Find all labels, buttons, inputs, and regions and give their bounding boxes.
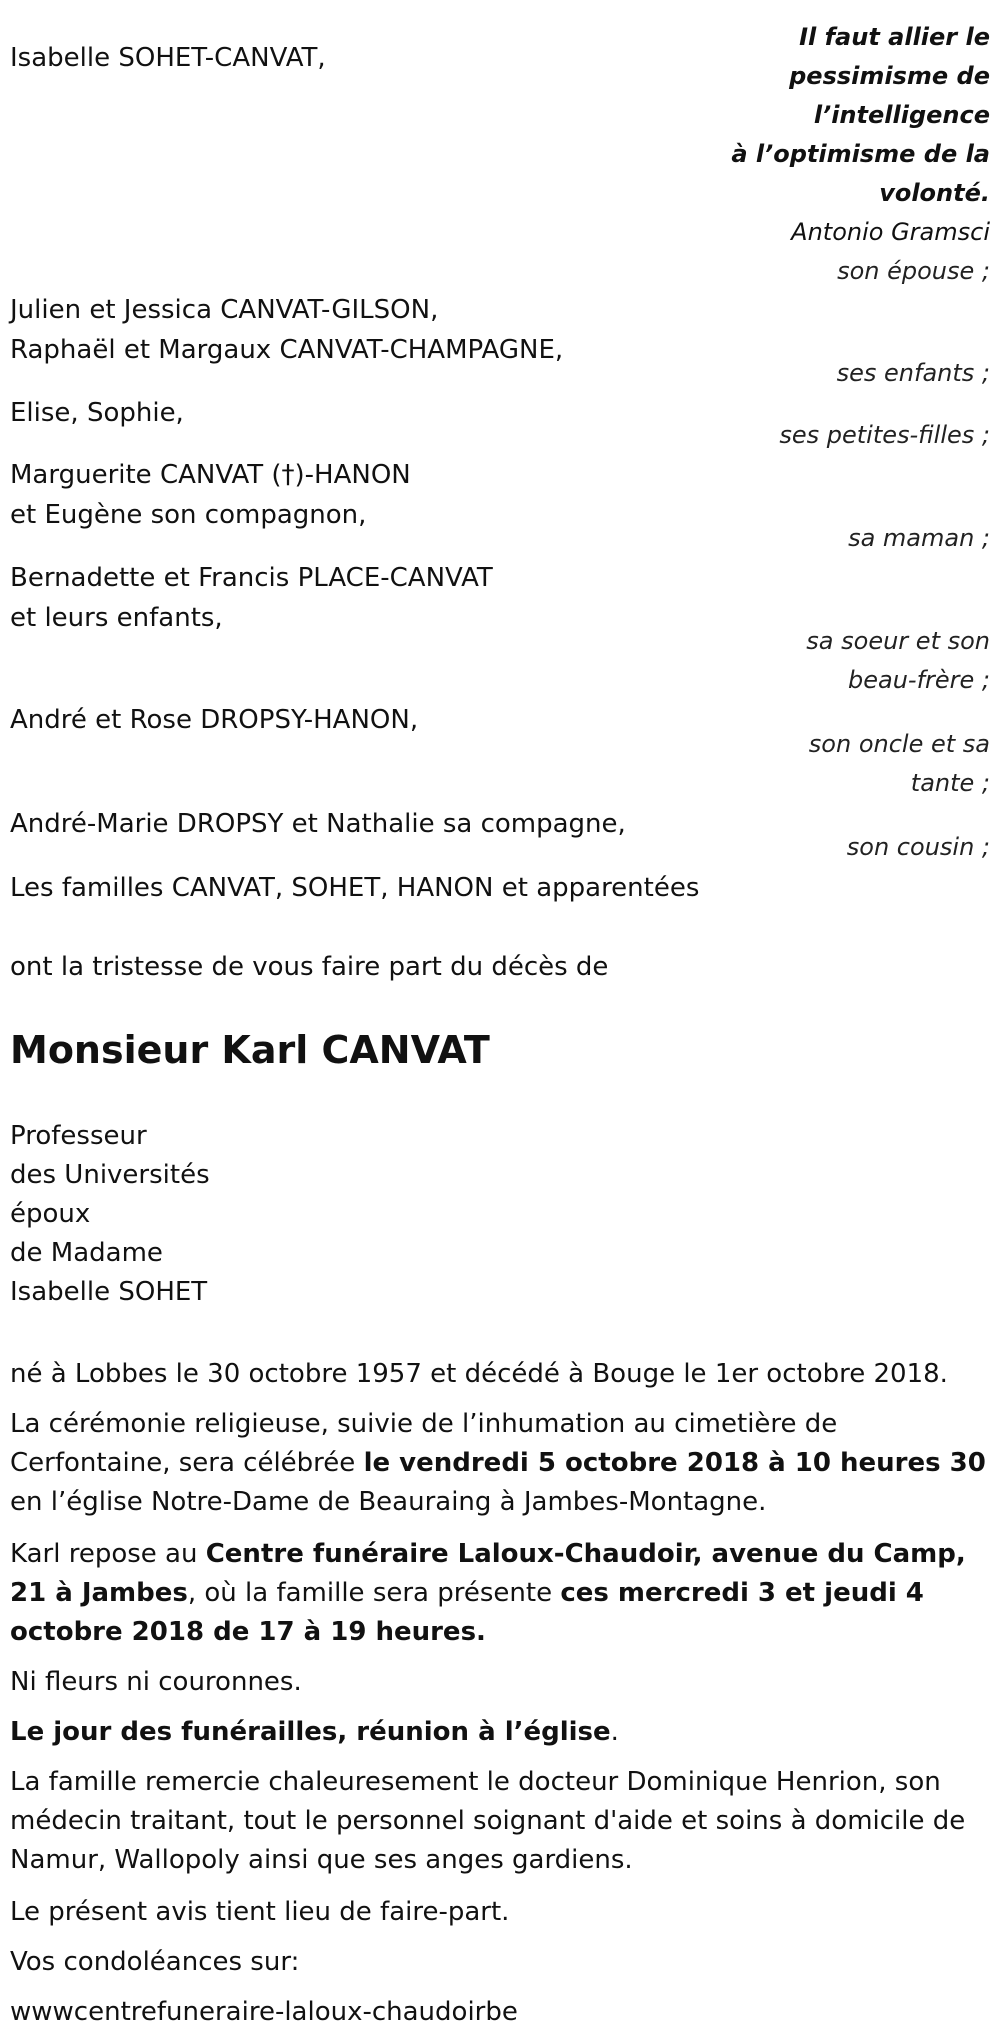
funeral-day-period: .: [610, 1717, 619, 1747]
family-sister-name: et leurs enfants,: [10, 603, 223, 633]
quote-line: volonté.: [879, 179, 990, 207]
ceremony-text: La cérémonie religieuse, suivie de l’inhumation au cimetière de Cerfontaine, sera célébrée: [10, 1409, 838, 1478]
ceremony-info: [10, 1405, 990, 1522]
family-uncle-relation: tante ;: [910, 769, 990, 797]
repose-info: [10, 1535, 990, 1652]
family-children-name: Raphaël et Margaux CANVAT-CHAMPAGNE,: [10, 335, 564, 365]
notice-text: Le présent avis tient lieu de faire-part.: [10, 1897, 510, 1927]
funeral-day-notice: [10, 1713, 990, 1752]
title-line: Isabelle SOHET: [10, 1277, 208, 1307]
family-uncle-name: André et Rose DROPSY-HANON,: [10, 705, 419, 735]
birth-death: né à Lobbes le 30 octobre 1957 et décédé à Bouge le 1er octobre 2018.: [10, 1359, 948, 1389]
repose-text-2: , où la famille sera présente: [187, 1578, 561, 1608]
title-line: époux: [10, 1199, 91, 1229]
family-cousin-name: André-Marie DROPSY et Nathalie sa compagne,: [10, 809, 626, 839]
titles: [10, 1117, 990, 1312]
title-line: Professeur: [10, 1121, 147, 1151]
family-spouse-relation: son épouse ;: [837, 257, 990, 285]
family-children-relation: ses enfants ;: [836, 359, 990, 387]
ceremony-date: le vendredi 5 octobre 2018 à 10 heures 30: [363, 1448, 986, 1478]
family-mother-name: Marguerite CANVAT (†)-HANON: [10, 460, 411, 490]
family-uncle-relation: son oncle et sa: [808, 730, 990, 758]
title-line: des Universités: [10, 1160, 210, 1190]
quote-line: à l’optimisme de la: [731, 140, 990, 168]
repose-location: Centre funéraire Laloux-Chaudoir, avenue du Camp, 21 à Jambes: [10, 1539, 966, 1608]
family-mother-relation: sa maman ;: [848, 524, 990, 552]
title-line: de Madame: [10, 1238, 163, 1268]
funeral-day-text: Le jour des funérailles, réunion à l’église: [10, 1717, 611, 1747]
condolences-label: Vos condoléances sur:: [10, 1947, 300, 1977]
family-grandchildren-name: Elise, Sophie,: [10, 398, 184, 428]
family-children-name: Julien et Jessica CANVAT-GILSON,: [10, 295, 439, 325]
family-cousin-relation: son cousin ;: [846, 833, 990, 861]
flowers-notice: Ni fleurs ni couronnes.: [10, 1667, 302, 1697]
family-mother-name: et Eugène son compagnon,: [10, 500, 367, 530]
quote-line: pessimisme de: [789, 62, 990, 90]
thanks-paragraph: La famille remercie chaleuresement le docteur Dominique Henrion, son médecin traitant, tout le personnel soignant d'aide et soins à domicile de Namur, Wallopoly ainsi que ses anges gardiens.: [10, 1767, 966, 1875]
family-grandchildren-relation: ses petites-filles ;: [779, 421, 990, 449]
quote-author: Antonio Gramsci: [791, 218, 990, 246]
family-sister-relation: beau-frère ;: [847, 666, 990, 694]
repose-hours: ces mercredi 3 et jeudi 4 octobre 2018 de 17 à 19 heures.: [10, 1578, 924, 1647]
repose-text: Karl repose au: [10, 1539, 206, 1569]
condolences-website-link[interactable]: wwwcentrefuneraire-laloux-chaudoirbe: [10, 1997, 518, 2027]
deceased-name: Monsieur Karl CANVAT: [10, 1028, 490, 1072]
families-line: Les familles CANVAT, SOHET, HANON et apparentées: [10, 873, 700, 903]
ceremony-place: en l’église Notre-Dame de Beauraing à Jambes-Montagne.: [10, 1487, 767, 1517]
family-sister-relation: sa soeur et son: [806, 627, 990, 655]
announcement: ont la tristesse de vous faire part du décès de: [10, 952, 609, 982]
quote-line: l’intelligence: [813, 101, 990, 129]
gramsci-quote: [700, 18, 990, 252]
family-sister-name: Bernadette et Francis PLACE-CANVAT: [10, 563, 493, 593]
quote-line: Il faut allier le: [799, 23, 990, 51]
family-spouse-name: Isabelle SOHET-CANVAT,: [10, 43, 326, 73]
